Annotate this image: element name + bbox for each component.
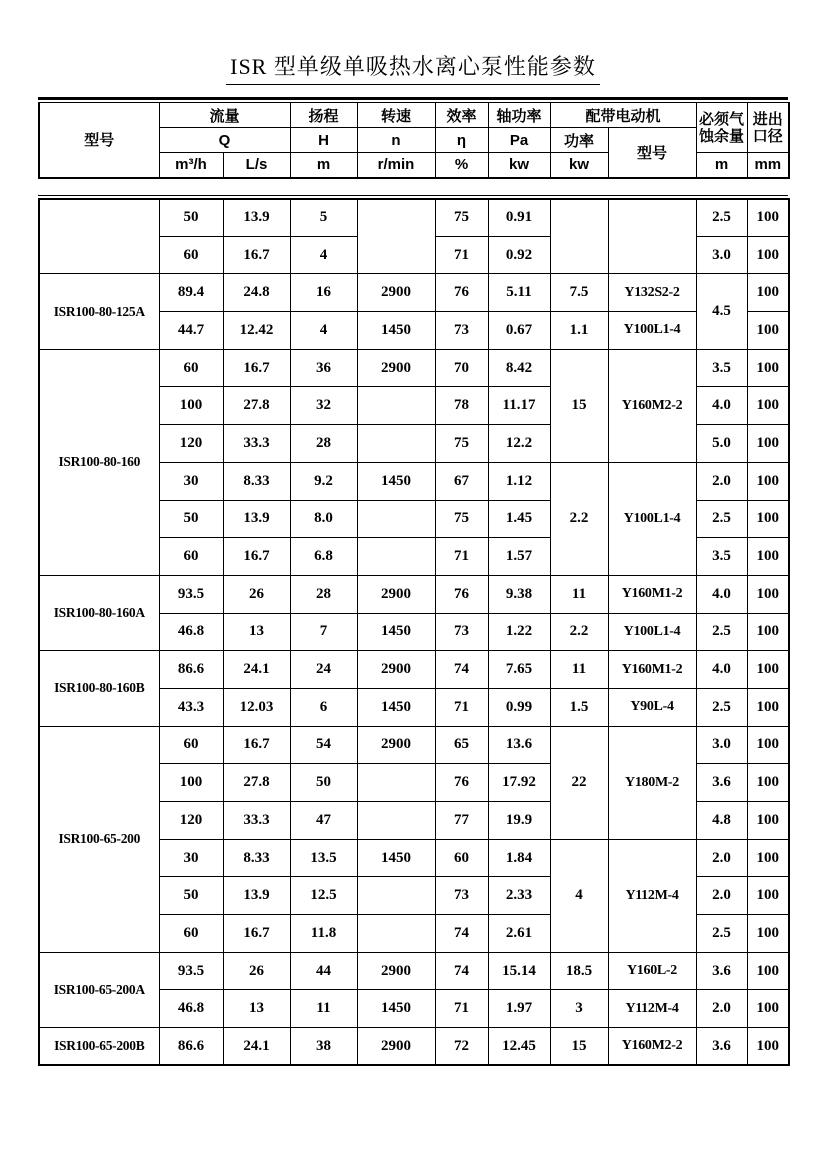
header-motor-power-unit: kw [550, 153, 608, 178]
head-cell: 28 [290, 425, 357, 463]
port-cell: 100 [747, 575, 789, 613]
shaft-power-cell: 0.91 [488, 199, 550, 237]
flow-m3h-cell: 30 [159, 839, 223, 877]
efficiency-cell: 73 [435, 312, 488, 350]
efficiency-cell: 71 [435, 688, 488, 726]
shaft-power-cell: 17.92 [488, 764, 550, 802]
table-row [39, 274, 789, 312]
port-cell: 100 [747, 613, 789, 651]
npsh-cell: 2.0 [696, 462, 747, 500]
shaft-power-cell: 5.11 [488, 274, 550, 312]
motor-power-cell: 2.2 [550, 613, 608, 651]
efficiency-cell: 67 [435, 462, 488, 500]
header-shaft-power-symbol: Pa [488, 128, 550, 153]
port-cell: 100 [747, 1028, 789, 1066]
speed-cell: 2900 [357, 1028, 435, 1066]
flow-m3h-cell: 60 [159, 726, 223, 764]
motor-model-cell: Y90L-4 [608, 688, 696, 726]
port-cell: 100 [747, 952, 789, 990]
port-cell: 100 [747, 802, 789, 840]
flow-ls-cell: 12.03 [223, 688, 290, 726]
flow-m3h-cell: 60 [159, 915, 223, 953]
port-cell: 100 [747, 425, 789, 463]
header-npsh [696, 103, 747, 153]
npsh-cell: 2.5 [696, 915, 747, 953]
header-efficiency: 效率 [435, 103, 488, 128]
head-cell: 5 [290, 199, 357, 237]
head-cell: 32 [290, 387, 357, 425]
shaft-power-cell: 0.92 [488, 236, 550, 274]
flow-ls-cell: 26 [223, 952, 290, 990]
speed-cell: 2900 [357, 952, 435, 990]
port-cell: 100 [747, 387, 789, 425]
motor-power-cell: 11 [550, 575, 608, 613]
speed-cell: 2900 [357, 651, 435, 689]
header-flow-unit-m3h: m³/h [159, 153, 223, 178]
table-row [39, 952, 789, 990]
header-head-unit: m [290, 153, 357, 178]
head-cell: 7 [290, 613, 357, 651]
table-row [39, 575, 789, 613]
speed-cell: 1450 [357, 462, 435, 500]
port-cell: 100 [747, 688, 789, 726]
port-cell: 100 [747, 349, 789, 387]
header-motor-power: 功率 [550, 128, 608, 153]
shaft-power-cell: 0.67 [488, 312, 550, 350]
head-cell: 24 [290, 651, 357, 689]
speed-cell: 1450 [357, 990, 435, 1028]
npsh-cell: 3.0 [696, 236, 747, 274]
efficiency-cell: 75 [435, 199, 488, 237]
port-cell: 100 [747, 462, 789, 500]
npsh-cell: 4.5 [696, 274, 747, 349]
table-row [39, 199, 789, 237]
flow-ls-cell: 13 [223, 613, 290, 651]
head-cell: 4 [290, 312, 357, 350]
speed-cell: 1450 [357, 839, 435, 877]
flow-ls-cell: 27.8 [223, 764, 290, 802]
header-npsh-line1: 必须气 [699, 110, 745, 128]
speed-cell [357, 802, 435, 840]
model-cell: ISR100-65-200B [39, 1028, 159, 1066]
flow-m3h-cell: 46.8 [159, 990, 223, 1028]
speed-cell [357, 764, 435, 802]
head-cell: 6 [290, 688, 357, 726]
header-port [747, 103, 789, 153]
shaft-power-cell: 7.65 [488, 651, 550, 689]
header-table-top-rule [38, 97, 788, 100]
flow-m3h-cell: 46.8 [159, 613, 223, 651]
efficiency-cell: 73 [435, 613, 488, 651]
shaft-power-cell: 8.42 [488, 349, 550, 387]
motor-model-cell [608, 199, 696, 274]
motor-power-cell: 11 [550, 651, 608, 689]
speed-cell: 1450 [357, 312, 435, 350]
head-cell: 6.8 [290, 538, 357, 576]
motor-power-cell: 1.5 [550, 688, 608, 726]
motor-model-cell: Y160M1-2 [608, 651, 696, 689]
head-cell: 28 [290, 575, 357, 613]
npsh-cell: 3.6 [696, 952, 747, 990]
efficiency-cell: 60 [435, 839, 488, 877]
flow-m3h-cell: 60 [159, 236, 223, 274]
head-cell: 38 [290, 1028, 357, 1066]
efficiency-cell: 77 [435, 802, 488, 840]
shaft-power-cell: 19.9 [488, 802, 550, 840]
motor-power-cell: 1.1 [550, 312, 608, 350]
npsh-cell: 3.5 [696, 538, 747, 576]
port-cell: 100 [747, 274, 789, 312]
flow-m3h-cell: 44.7 [159, 312, 223, 350]
table-row [39, 1028, 789, 1066]
motor-model-cell: Y100L1-4 [608, 613, 696, 651]
port-cell: 100 [747, 651, 789, 689]
speed-cell: 2900 [357, 575, 435, 613]
speed-cell: 1450 [357, 688, 435, 726]
flow-m3h-cell: 60 [159, 349, 223, 387]
flow-ls-cell: 12.42 [223, 312, 290, 350]
port-cell: 100 [747, 538, 789, 576]
head-cell: 11 [290, 990, 357, 1028]
shaft-power-cell: 2.33 [488, 877, 550, 915]
model-cell: ISR100-65-200 [39, 726, 159, 952]
model-cell: ISR100-80-160B [39, 651, 159, 726]
flow-m3h-cell: 30 [159, 462, 223, 500]
npsh-cell: 3.5 [696, 349, 747, 387]
motor-model-cell: Y160M2-2 [608, 349, 696, 462]
port-cell: 100 [747, 839, 789, 877]
header-motor-model: 型号 [608, 128, 696, 178]
shaft-power-cell: 9.38 [488, 575, 550, 613]
head-cell: 36 [290, 349, 357, 387]
header-speed-symbol: n [357, 128, 435, 153]
speed-cell: 2900 [357, 349, 435, 387]
shaft-power-cell: 12.45 [488, 1028, 550, 1066]
shaft-power-cell: 1.22 [488, 613, 550, 651]
flow-ls-cell: 33.3 [223, 802, 290, 840]
speed-cell [357, 915, 435, 953]
flow-ls-cell: 16.7 [223, 726, 290, 764]
efficiency-cell: 74 [435, 952, 488, 990]
npsh-cell: 4.0 [696, 387, 747, 425]
page-title: ISR 型单级单吸热水离心泵性能参数 [226, 50, 600, 85]
flow-m3h-cell: 86.6 [159, 651, 223, 689]
motor-model-cell: Y112M-4 [608, 990, 696, 1028]
head-cell: 44 [290, 952, 357, 990]
npsh-cell: 3.6 [696, 764, 747, 802]
shaft-power-cell: 12.2 [488, 425, 550, 463]
shaft-power-cell: 2.61 [488, 915, 550, 953]
motor-model-cell: Y100L1-4 [608, 312, 696, 350]
flow-ls-cell: 24.1 [223, 651, 290, 689]
shaft-power-cell: 1.12 [488, 462, 550, 500]
spec-body-table [38, 198, 790, 1067]
npsh-cell: 5.0 [696, 425, 747, 463]
flow-ls-cell: 24.8 [223, 274, 290, 312]
flow-ls-cell: 24.1 [223, 1028, 290, 1066]
table-row [39, 726, 789, 764]
port-cell: 100 [747, 877, 789, 915]
efficiency-cell: 71 [435, 236, 488, 274]
motor-model-cell: Y180M-2 [608, 726, 696, 839]
header-shaft-power: 轴功率 [488, 103, 550, 128]
npsh-cell: 3.6 [696, 1028, 747, 1066]
shaft-power-cell: 1.57 [488, 538, 550, 576]
port-cell: 100 [747, 764, 789, 802]
header-npsh-unit: m [696, 153, 747, 178]
body-table-top-rule [38, 195, 788, 196]
flow-ls-cell: 16.7 [223, 915, 290, 953]
head-cell: 8.0 [290, 500, 357, 538]
npsh-cell: 2.5 [696, 688, 747, 726]
header-port-line2: 口径 [752, 127, 783, 145]
flow-ls-cell: 13 [223, 990, 290, 1028]
npsh-cell: 2.0 [696, 990, 747, 1028]
motor-power-cell: 4 [550, 839, 608, 952]
head-cell: 50 [290, 764, 357, 802]
flow-m3h-cell: 89.4 [159, 274, 223, 312]
flow-ls-cell: 13.9 [223, 500, 290, 538]
efficiency-cell: 75 [435, 500, 488, 538]
head-cell: 9.2 [290, 462, 357, 500]
model-cell: ISR100-80-160 [39, 349, 159, 575]
flow-ls-cell: 33.3 [223, 425, 290, 463]
efficiency-cell: 78 [435, 387, 488, 425]
flow-ls-cell: 16.7 [223, 349, 290, 387]
head-cell: 54 [290, 726, 357, 764]
header-port-line1: 进出 [752, 110, 783, 128]
speed-cell: 2900 [357, 726, 435, 764]
motor-power-cell: 7.5 [550, 274, 608, 312]
motor-power-cell: 22 [550, 726, 608, 839]
shaft-power-cell: 15.14 [488, 952, 550, 990]
flow-ls-cell: 16.7 [223, 538, 290, 576]
flow-m3h-cell: 100 [159, 387, 223, 425]
efficiency-cell: 71 [435, 538, 488, 576]
header-motor-group: 配带电动机 [550, 103, 696, 128]
flow-m3h-cell: 50 [159, 500, 223, 538]
shaft-power-cell: 0.99 [488, 688, 550, 726]
flow-m3h-cell: 60 [159, 538, 223, 576]
efficiency-cell: 76 [435, 274, 488, 312]
shaft-power-cell: 1.97 [488, 990, 550, 1028]
header-speed-unit: r/min [357, 153, 435, 178]
efficiency-cell: 76 [435, 575, 488, 613]
efficiency-cell: 75 [435, 425, 488, 463]
speed-cell [357, 500, 435, 538]
motor-power-cell: 15 [550, 1028, 608, 1066]
motor-power-cell: 2.2 [550, 462, 608, 575]
head-cell: 16 [290, 274, 357, 312]
flow-m3h-cell: 120 [159, 425, 223, 463]
motor-model-cell: Y160L-2 [608, 952, 696, 990]
speed-cell: 1450 [357, 613, 435, 651]
header-speed: 转速 [357, 103, 435, 128]
flow-ls-cell: 13.9 [223, 199, 290, 237]
header-port-unit: mm [747, 153, 789, 178]
flow-ls-cell: 16.7 [223, 236, 290, 274]
speed-cell: 2900 [357, 274, 435, 312]
speed-cell [357, 877, 435, 915]
header-flow-unit-ls: L/s [223, 153, 290, 178]
port-cell: 100 [747, 312, 789, 350]
header-efficiency-unit: % [435, 153, 488, 178]
motor-model-cell: Y160M1-2 [608, 575, 696, 613]
port-cell: 100 [747, 199, 789, 237]
flow-ls-cell: 26 [223, 575, 290, 613]
shaft-power-cell: 1.45 [488, 500, 550, 538]
head-cell: 11.8 [290, 915, 357, 953]
npsh-cell: 3.0 [696, 726, 747, 764]
efficiency-cell: 74 [435, 651, 488, 689]
motor-model-cell: Y100L1-4 [608, 462, 696, 575]
header-model: 型号 [39, 103, 159, 178]
shaft-power-cell: 11.17 [488, 387, 550, 425]
efficiency-cell: 74 [435, 915, 488, 953]
header-flow: 流量 [159, 103, 290, 128]
model-cell: ISR100-80-125A [39, 274, 159, 349]
motor-model-cell: Y132S2-2 [608, 274, 696, 312]
efficiency-cell: 71 [435, 990, 488, 1028]
npsh-cell: 2.0 [696, 839, 747, 877]
port-cell: 100 [747, 236, 789, 274]
motor-model-cell: Y160M2-2 [608, 1028, 696, 1066]
npsh-cell: 4.8 [696, 802, 747, 840]
head-cell: 12.5 [290, 877, 357, 915]
efficiency-cell: 70 [435, 349, 488, 387]
head-cell: 47 [290, 802, 357, 840]
flow-m3h-cell: 120 [159, 802, 223, 840]
npsh-cell: 2.0 [696, 877, 747, 915]
flow-m3h-cell: 50 [159, 199, 223, 237]
model-cell: ISR100-80-160A [39, 575, 159, 650]
header-shaft-power-unit: kw [488, 153, 550, 178]
header-head: 扬程 [290, 103, 357, 128]
speed-cell [357, 199, 435, 274]
efficiency-cell: 65 [435, 726, 488, 764]
header-efficiency-symbol: η [435, 128, 488, 153]
port-cell: 100 [747, 726, 789, 764]
header-head-symbol: H [290, 128, 357, 153]
port-cell: 100 [747, 990, 789, 1028]
npsh-cell: 2.5 [696, 500, 747, 538]
flow-ls-cell: 8.33 [223, 462, 290, 500]
flow-m3h-cell: 93.5 [159, 575, 223, 613]
shaft-power-cell: 13.6 [488, 726, 550, 764]
spec-header-table [38, 102, 790, 179]
head-cell: 4 [290, 236, 357, 274]
flow-m3h-cell: 86.6 [159, 1028, 223, 1066]
efficiency-cell: 73 [435, 877, 488, 915]
motor-power-cell: 3 [550, 990, 608, 1028]
table-row [39, 349, 789, 387]
head-cell: 13.5 [290, 839, 357, 877]
flow-ls-cell: 13.9 [223, 877, 290, 915]
speed-cell [357, 538, 435, 576]
table-row [39, 651, 789, 689]
port-cell: 100 [747, 915, 789, 953]
efficiency-cell: 72 [435, 1028, 488, 1066]
flow-ls-cell: 27.8 [223, 387, 290, 425]
flow-m3h-cell: 43.3 [159, 688, 223, 726]
header-flow-symbol: Q [159, 128, 290, 153]
npsh-cell: 4.0 [696, 575, 747, 613]
flow-m3h-cell: 100 [159, 764, 223, 802]
motor-power-cell: 18.5 [550, 952, 608, 990]
npsh-cell: 4.0 [696, 651, 747, 689]
flow-m3h-cell: 50 [159, 877, 223, 915]
speed-cell [357, 387, 435, 425]
model-cell [39, 199, 159, 274]
title-row [0, 50, 826, 85]
port-cell: 100 [747, 500, 789, 538]
flow-ls-cell: 8.33 [223, 839, 290, 877]
speed-cell [357, 425, 435, 463]
flow-m3h-cell: 93.5 [159, 952, 223, 990]
motor-model-cell: Y112M-4 [608, 839, 696, 952]
model-cell: ISR100-65-200A [39, 952, 159, 1027]
motor-power-cell [550, 199, 608, 274]
npsh-cell: 2.5 [696, 199, 747, 237]
efficiency-cell: 76 [435, 764, 488, 802]
motor-power-cell: 15 [550, 349, 608, 462]
header-npsh-line2: 蚀余量 [699, 127, 745, 145]
npsh-cell: 2.5 [696, 613, 747, 651]
shaft-power-cell: 1.84 [488, 839, 550, 877]
